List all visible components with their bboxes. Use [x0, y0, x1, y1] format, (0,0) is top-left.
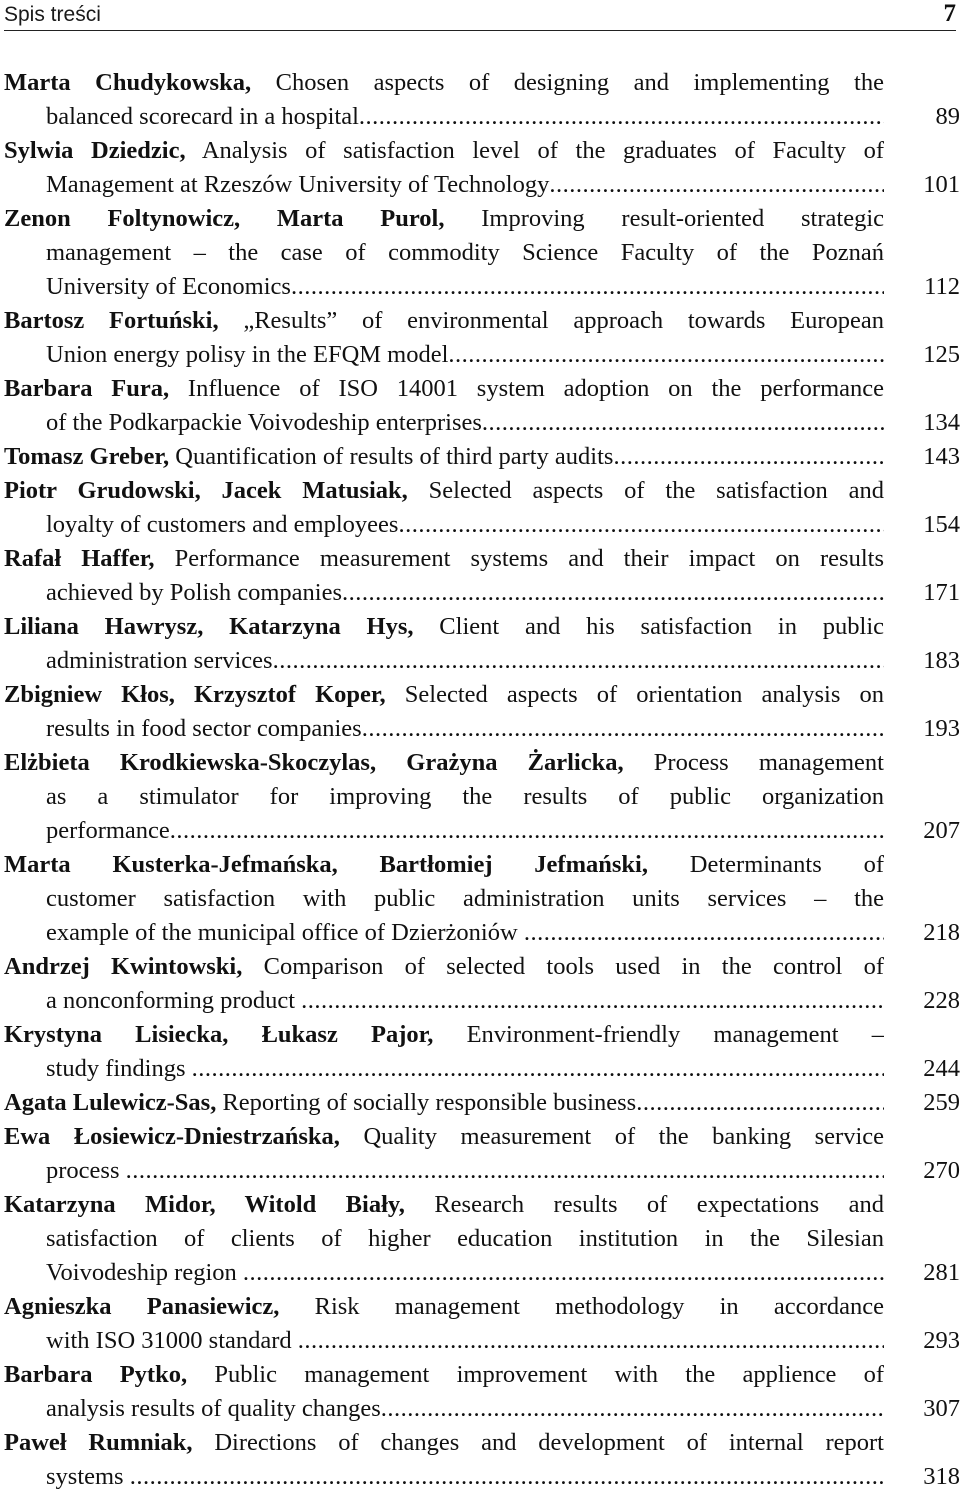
toc-entry-line	[4, 780, 884, 814]
table-of-contents	[4, 66, 960, 1494]
toc-page-number: 293	[900, 1324, 960, 1358]
toc-page-number: 318	[900, 1460, 960, 1494]
toc-page-number: 89	[900, 100, 960, 134]
toc-entry	[4, 372, 960, 440]
toc-title-text: results in food sector companies .....	[46, 715, 884, 742]
toc-entry	[4, 1120, 960, 1188]
toc-leader-wrap	[4, 1256, 884, 1290]
toc-author: Ewa Łosiewicz-Dniestrzańska,	[4, 1123, 340, 1150]
toc-entry-last-line	[4, 338, 960, 372]
toc-title-text: Management at Rzeszów University of Technology .....	[46, 171, 884, 198]
toc-entry-line	[4, 1120, 884, 1154]
toc-entry	[4, 678, 960, 746]
toc-title-text: loyalty of customers and employees .....	[46, 511, 884, 538]
toc-entry	[4, 202, 960, 304]
toc-author: Andrzej Kwintowski,	[4, 953, 243, 980]
toc-entry	[4, 1290, 960, 1358]
toc-author: Agnieszka Panasiewicz,	[4, 1293, 280, 1320]
toc-leader-wrap	[4, 440, 884, 474]
toc-title-text: management – the case of commodity Science Faculty of the Poznań	[46, 239, 884, 266]
toc-page-number: 134	[900, 406, 960, 440]
toc-entry	[4, 474, 960, 542]
toc-leader-wrap	[4, 814, 884, 848]
toc-title-text: Selected aspects of orientation analysis on	[385, 681, 884, 708]
toc-title-text: Determinants of	[647, 851, 884, 878]
toc-title-text: study findings .....	[46, 1055, 884, 1082]
toc-entry-line	[4, 1290, 884, 1324]
toc-leader-wrap	[4, 508, 884, 542]
toc-entry-line	[4, 66, 884, 100]
toc-title-text: with ISO 31000 standard .....	[46, 1327, 884, 1354]
toc-title-text: Chosen aspects of designing and implementing the	[251, 69, 884, 96]
toc-entry-line	[4, 304, 884, 338]
toc-title-text: Improving result-oriented strategic	[444, 205, 884, 232]
toc-page-number: 244	[900, 1052, 960, 1086]
header-page-number: 7	[943, 0, 956, 27]
toc-leader-wrap	[4, 1324, 884, 1358]
toc-entry-last-line	[4, 1256, 960, 1290]
toc-entry	[4, 950, 960, 1018]
toc-leader-wrap	[4, 644, 884, 678]
toc-page-number: 171	[900, 576, 960, 610]
toc-title-text: „Results” of environmental approach towards European	[218, 307, 884, 334]
toc-entry	[4, 746, 960, 848]
toc-entry-line	[4, 882, 884, 916]
toc-entry-line	[4, 202, 884, 236]
toc-title-text: University of Economics .....	[46, 273, 884, 300]
toc-entry	[4, 542, 960, 610]
toc-title-text: Selected aspects of the satisfaction and	[407, 477, 884, 504]
toc-page-number: 101	[900, 168, 960, 202]
toc-author: Tomasz Greber,	[4, 443, 170, 470]
toc-entry-line	[4, 1426, 884, 1460]
toc-author: Zbigniew Kłos, Krzysztof Koper,	[4, 681, 386, 708]
toc-entry-line	[4, 134, 884, 168]
toc-title-text: Influence of ISO 14001 system adoption on the performance	[169, 375, 884, 402]
toc-leader-wrap	[4, 168, 884, 202]
toc-entry-last-line	[4, 406, 960, 440]
toc-author: Zenon Foltynowicz, Marta Purol,	[4, 205, 445, 232]
toc-title-text: as a stimulator for improving the results of public organization	[46, 783, 884, 810]
toc-author: Agata Lulewicz-Sas,	[4, 1089, 217, 1116]
toc-title-text: example of the municipal office of Dzierżoniów .....	[46, 919, 884, 946]
toc-entry-line	[4, 746, 884, 780]
toc-page-number: 125	[900, 338, 960, 372]
toc-title-text: Research results of expectations and	[404, 1191, 884, 1218]
toc-entry	[4, 1188, 960, 1290]
toc-title-text: process .....	[46, 1157, 884, 1184]
toc-entry-last-line	[4, 814, 960, 848]
toc-page-number: 193	[900, 712, 960, 746]
toc-leader-wrap	[4, 270, 884, 304]
toc-title-text: Quality measurement of the banking service	[339, 1123, 884, 1150]
toc-entry-last-line	[4, 1324, 960, 1358]
toc-author: Barbara Pytko,	[4, 1361, 188, 1388]
toc-entry-last-line	[4, 1086, 960, 1120]
toc-title-text: Quantification of results of third party audits .....	[169, 443, 884, 470]
toc-entry	[4, 1358, 960, 1426]
toc-title-text: Comparison of selected tools used in the control of	[242, 953, 884, 980]
toc-title-text: Union energy polisy in the EFQM model .....	[46, 341, 884, 368]
toc-entry-last-line	[4, 916, 960, 950]
toc-page-number: 228	[900, 984, 960, 1018]
toc-title-text: administration services .....	[46, 647, 884, 674]
toc-leader-wrap	[4, 406, 884, 440]
toc-entry-last-line	[4, 1052, 960, 1086]
toc-title-text: customer satisfaction with public administration units services – the	[46, 885, 884, 912]
toc-page-number: 307	[900, 1392, 960, 1426]
toc-title-text: Performance measurement systems and their impact on results	[154, 545, 884, 572]
toc-title-text: Process management	[623, 749, 884, 776]
toc-entry-last-line	[4, 1154, 960, 1188]
toc-entry-last-line	[4, 576, 960, 610]
toc-entry	[4, 610, 960, 678]
toc-entry	[4, 134, 960, 202]
toc-author: Marta Chudykowska,	[4, 69, 252, 96]
toc-entry-line	[4, 678, 884, 712]
toc-entry	[4, 440, 960, 474]
toc-author: Marta Kusterka-Jefmańska, Bartłomiej Jefmański,	[4, 851, 648, 878]
toc-leader-wrap	[4, 1392, 884, 1426]
toc-page-number: 154	[900, 508, 960, 542]
toc-entry-last-line	[4, 168, 960, 202]
toc-entry	[4, 304, 960, 372]
toc-page-number: 259	[900, 1086, 960, 1120]
toc-author: Rafał Haffer,	[4, 545, 155, 572]
toc-title-text: achieved by Polish companies .....	[46, 579, 884, 606]
toc-page-number: 218	[900, 916, 960, 950]
toc-title-text: Environment-friendly management –	[433, 1021, 884, 1048]
toc-title-text: Voivodeship region .....	[46, 1259, 884, 1286]
toc-entry-line	[4, 950, 884, 984]
toc-title-text: Public management improvement with the applience of	[187, 1361, 884, 1388]
toc-leader-wrap	[4, 100, 884, 134]
toc-leader-wrap	[4, 916, 884, 950]
toc-entry	[4, 1426, 960, 1494]
toc-entry-last-line	[4, 270, 960, 304]
toc-leader-wrap	[4, 984, 884, 1018]
toc-title-text: Risk management methodology in accordance	[279, 1293, 884, 1320]
toc-entry-line	[4, 1358, 884, 1392]
toc-author: Liliana Hawrysz, Katarzyna Hys,	[4, 613, 414, 640]
toc-title-text: Client and his satisfaction in public	[413, 613, 884, 640]
toc-author: Krystyna Lisiecka, Łukasz Pajor,	[4, 1021, 434, 1048]
toc-author: Sylwia Dziedzic,	[4, 137, 186, 164]
toc-title-text: satisfaction of clients of higher education institution in the Silesian	[46, 1225, 884, 1252]
toc-page-number: 270	[900, 1154, 960, 1188]
toc-entry-line	[4, 1222, 884, 1256]
toc-entry-line	[4, 542, 884, 576]
toc-entry-last-line	[4, 1392, 960, 1426]
toc-title-text: analysis results of quality changes .....	[46, 1395, 884, 1422]
toc-page-number: 143	[900, 440, 960, 474]
toc-leader-wrap	[4, 1086, 884, 1120]
toc-leader-wrap	[4, 1052, 884, 1086]
toc-title-text: a nonconforming product .....	[46, 987, 884, 1014]
toc-entry-last-line	[4, 984, 960, 1018]
toc-author: Elżbieta Krodkiewska-Skoczylas, Grażyna Żarlicka,	[4, 749, 624, 776]
page-header	[4, 0, 956, 31]
toc-entry-line	[4, 236, 884, 270]
toc-author: Bartosz Fortuński,	[4, 307, 219, 334]
running-title: Spis treści	[4, 3, 101, 26]
toc-title-text: Analysis of satisfaction level of the graduates of Faculty of	[185, 137, 884, 164]
toc-page-number: 112	[900, 270, 960, 304]
toc-entry-last-line	[4, 712, 960, 746]
toc-author: Barbara Fura,	[4, 375, 170, 402]
toc-entry-line	[4, 372, 884, 406]
toc-title-text: Reporting of socially responsible business .....	[216, 1089, 884, 1116]
toc-entry-last-line	[4, 440, 960, 474]
toc-entry-line	[4, 1018, 884, 1052]
toc-entry-line	[4, 1188, 884, 1222]
toc-entry-line	[4, 610, 884, 644]
toc-author: Paweł Rumniak,	[4, 1429, 193, 1456]
toc-entry-last-line	[4, 100, 960, 134]
toc-entry	[4, 1086, 960, 1120]
toc-leader-wrap	[4, 712, 884, 746]
toc-title-text: systems .....	[46, 1463, 884, 1490]
toc-author: Piotr Grudowski, Jacek Matusiak,	[4, 477, 408, 504]
toc-leader-wrap	[4, 1154, 884, 1188]
toc-author: Katarzyna Midor, Witold Biały,	[4, 1191, 405, 1218]
toc-leader-wrap	[4, 338, 884, 372]
toc-page-number: 281	[900, 1256, 960, 1290]
toc-page-number: 183	[900, 644, 960, 678]
toc-entry	[4, 848, 960, 950]
toc-entry	[4, 1018, 960, 1086]
toc-entry-last-line	[4, 508, 960, 542]
toc-entry-line	[4, 848, 884, 882]
toc-leader-wrap	[4, 576, 884, 610]
toc-page-number: 207	[900, 814, 960, 848]
toc-title-text: of the Podkarpackie Voivodeship enterprises .....	[46, 409, 884, 436]
toc-entry-line	[4, 474, 884, 508]
toc-entry-last-line	[4, 644, 960, 678]
toc-entry	[4, 66, 960, 134]
toc-title-text: performance .....	[46, 817, 884, 844]
toc-title-text: balanced scorecard in a hospital .....	[46, 103, 884, 130]
toc-title-text: Directions of changes and development of internal report	[192, 1429, 884, 1456]
